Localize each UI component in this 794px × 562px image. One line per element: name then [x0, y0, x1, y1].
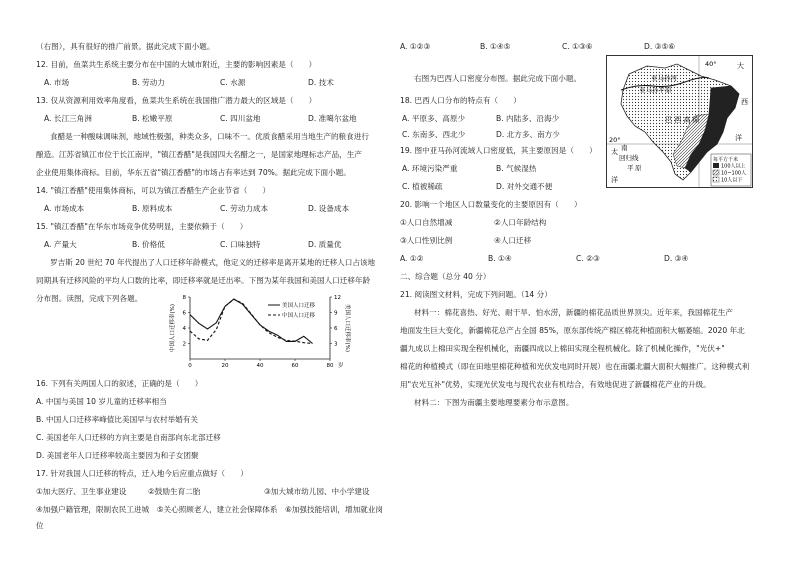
legend-item-mid: 10~100人: [721, 170, 747, 177]
map-svg: [607, 56, 752, 187]
option-d[interactable]: D. 质量优: [308, 240, 342, 249]
option-c[interactable]: C. ②③: [576, 254, 600, 263]
question-20-options: [400, 253, 752, 264]
question-16-option-c[interactable]: C. 美国老年人口迁移的方向主要是自南部向东北部迁移: [36, 433, 221, 442]
option-d[interactable]: D. ③⑤⑥: [644, 42, 676, 51]
option-d[interactable]: D. ③④: [664, 254, 689, 263]
option-d[interactable]: D. 设备成本: [308, 204, 350, 213]
question-19: 19. 图中亚马孙河流域人口密度低，其主要原因是（ ）: [400, 146, 597, 155]
question-15-options: [44, 239, 396, 250]
question-20: 20. 影响一个地区人口数量变化的主要原因有（ ）: [400, 200, 582, 209]
brazil-plateau-label: 巴 西 高 原: [665, 116, 700, 124]
option-a[interactable]: A. 平原多、高原少: [402, 114, 466, 123]
option-a[interactable]: A. 市场成本: [44, 204, 85, 213]
x-tick-label: 40: [256, 363, 264, 369]
option-c[interactable]: C. 劳动力成本: [220, 204, 269, 213]
question-14-options: [44, 203, 396, 214]
amazon-plain-label: 亚马孙平原: [639, 86, 672, 94]
material-1-line-5: 用"农光互补"优势，实现光伏发电与现代农业有机结合，有效地促进了新疆棉花产业的升级。: [400, 380, 711, 389]
question-16-option-b[interactable]: B. 中国人口迁移率峰值比美国早与农村举婚有关: [36, 415, 198, 424]
question-17-choices-row2: ④加强户籍管理，限制农民工进城 ⑤关心照顾老人，建立社会保障体系 ⑥加强技能培训，增加就业岗: [36, 505, 383, 514]
option-b[interactable]: B. ①④: [488, 254, 512, 263]
y-tick-label-left: 8: [182, 295, 186, 301]
plain-label-2: 原: [635, 164, 642, 172]
choice-2: ②人口年龄结构: [494, 218, 547, 227]
tropic-label-1: 南: [621, 144, 628, 152]
legend-item-low: 10人以下: [721, 177, 743, 184]
amazon-river-label: 亚马孙河: [651, 74, 677, 82]
y-axis-label-left: 中国人口迁移率(%): [170, 303, 176, 353]
x-axis-label: 岁: [338, 363, 344, 369]
question-18: 18. 巴西人口分布的特点有（ ）: [400, 96, 521, 105]
option-a[interactable]: A. 产量大: [44, 240, 77, 249]
y-tick-label-right: 12: [334, 295, 341, 301]
material-1-line-4: 棉花的种植模式（即在田地里棉花种植和光伏发电同时开展）也在南疆北疆大面积大幅推广。这种模式利: [400, 362, 750, 371]
option-b[interactable]: B. ①④⑤: [480, 42, 511, 51]
question-20-choices-row1: [400, 217, 588, 228]
paragraph-vinegar-2: 酿造。江苏省镇江市位于长江南岸，"镇江香醋"是我国四大名醋之一，是国家地理标志产品，生产: [36, 150, 362, 159]
option-d[interactable]: D. 对外交通不便: [496, 182, 553, 191]
question-13-options: [44, 113, 396, 124]
material-1-line-2: 地面发生巨大变化，新疆棉花总产占全国 85%，原东部传统产棉区棉花种植面积大幅萎缩。2020 年北: [400, 326, 745, 335]
x-tick-label: 0: [188, 363, 192, 369]
question-16: 16. 下列有关两国人口的叙述，正确的是（ ）: [36, 379, 203, 388]
question-17-options: [400, 41, 704, 52]
question-13: 13. 仅从资源利用效率角度看，鱼菜共生系统在我国推广潜力最大的区域是（ ）: [36, 96, 317, 105]
option-b[interactable]: B. 原料成本: [132, 204, 173, 213]
question-14: 14. "镇江香醋"使用集体商标，可以为镇江香醋生产企业节省（ ）: [36, 186, 271, 195]
option-b[interactable]: B. 松嫩平原: [132, 114, 173, 123]
option-b[interactable]: B. 价格低: [132, 240, 165, 249]
y-axis-label-right: 美国人口迁移率(%): [344, 303, 350, 353]
option-b[interactable]: B. 劳动力: [132, 78, 165, 87]
migration-age-chart: [140, 291, 360, 377]
question-17-choices-row1: [36, 486, 394, 497]
option-a[interactable]: A. 市场: [44, 78, 70, 87]
option-c[interactable]: C. ①③⑥: [562, 42, 593, 51]
question-18-options-row1: [402, 113, 590, 124]
question-12: 12. 目前，鱼菜共生系统主要分布在中国的大城市附近，主要的影响因素是（ ）: [36, 60, 317, 69]
material-1-line-1: 材料一：棉花喜热、好光、耐干旱、怕水涝，新疆的棉花品质世界顶尖。近年来，我国棉花生产: [414, 308, 733, 317]
brazil-density-map: [606, 55, 753, 188]
material-2-line: 材料二：下图为南疆主要地理要素分布示意图。: [414, 398, 574, 407]
question-15: 15. "镇江香醋"在华东市场竞争优势明显，主要依赖于（ ）: [36, 222, 248, 231]
option-d[interactable]: D. 北方多、南方少: [496, 130, 560, 139]
legend-label: 美国人口迁移: [282, 303, 316, 309]
atlantic-label-2: 西: [741, 98, 748, 106]
material-1-line-3: 疆九成以上棉田实现全程机械化，南疆四成以上棉田实现全程机械化。除了机械化操作，"光伏+": [400, 344, 725, 353]
question-12-options: [44, 77, 396, 88]
y-tick-label-right: 3: [334, 341, 338, 348]
pacific-label-1: 太: [611, 148, 618, 156]
paragraph-migration-1: 罗吉斯 20 世纪 70 年代提出了人口迁移年龄模式，他定义的迁移率是离开某地的迁移人口占该地: [50, 258, 376, 267]
tropic-label-2: 回归线: [619, 154, 639, 162]
question-20-choices-row2: [400, 235, 588, 246]
option-c[interactable]: C. 东南多、西北少: [402, 130, 466, 139]
option-c[interactable]: C. 水源: [220, 78, 246, 87]
lat-40-label: 40°: [705, 60, 717, 68]
choice-3: ③加大城市幼儿园、中小学建设: [264, 487, 370, 496]
option-c[interactable]: C. 口味独特: [220, 240, 261, 249]
choice-3: ③人口性别比例: [400, 236, 453, 245]
paragraph-migration-2: 同期具有迁移风险的平均人口数的比率，即迁移率就是迁出率。下图为某年我国和美国人口迁移年龄: [36, 276, 371, 285]
section-2-heading: 二、综合题（总分 40 分）: [400, 272, 491, 281]
legend-item-high: 100人以上: [721, 163, 746, 170]
question-19-options-row2: [402, 181, 590, 192]
paragraph-migration-3: 分布图。读图，完成下列各题。: [36, 294, 143, 303]
choice-1: ①加大医疗、卫生事业建设: [36, 487, 127, 496]
y-tick-label-left: 6: [182, 310, 186, 317]
pacific-label-2: 洋: [611, 176, 618, 184]
plain-label-1: 平: [627, 164, 634, 172]
option-b[interactable]: B. 气候湿热: [496, 164, 537, 173]
choice-4: ④人口迁移: [494, 236, 532, 245]
atlantic-label-1: 大: [737, 62, 744, 70]
paragraph-brazil-intro: 右图为巴西人口密度分布图。据此完成下面小题。: [414, 74, 582, 83]
question-16-option-d[interactable]: D. 美国老年人口迁移率较高主要因为和子女团聚: [36, 451, 199, 460]
choice-1: ①人口自然增减: [400, 218, 453, 227]
paragraph-vinegar-3: 企业使用集体商标。目前，华东五省"镇江香醋"的市场占有率达到 70%。据此完成下面小题。: [36, 168, 351, 177]
paragraph-vinegar-1: 食醋是一种酸味调味剂，地域性极强，种类众多，口味不一。优质食醋采用当地生产的粮食进行: [50, 132, 369, 141]
y-tick-label-right: 6: [334, 326, 338, 332]
question-18-options-row2: [402, 129, 590, 140]
choice-2: ②鼓励生育二胎: [148, 487, 201, 496]
y-tick-label-left: 2: [182, 341, 186, 348]
question-19-options-row1: [402, 163, 590, 174]
x-tick-label: 80: [326, 363, 334, 369]
paragraph-intro-line: （右图），具有很好的推广前景。据此完成下面小题。: [36, 42, 215, 51]
question-21: 21. 阅读图文材料，完成下列问题。（14 分）: [400, 290, 552, 299]
lat-20-label: 20°: [609, 136, 621, 144]
option-c[interactable]: C. 四川盆地: [220, 114, 261, 123]
option-b[interactable]: B. 内陆多、沿海少: [496, 114, 560, 123]
question-17: 17. 针对我国人口迁移的特点，迁入地今后应重点做好（ ）: [36, 469, 248, 478]
y-tick-label-left: 4: [182, 326, 186, 332]
map-legend: [711, 154, 751, 186]
option-d[interactable]: D. 技术: [308, 78, 334, 87]
option-a[interactable]: A. ①②: [400, 254, 424, 263]
question-17-choices-row3: 位: [36, 521, 44, 530]
x-tick-label: 20: [221, 363, 229, 369]
option-c[interactable]: C. 植被稀疏: [402, 182, 443, 191]
option-a[interactable]: A. 环境污染严重: [402, 164, 458, 173]
legend-label: 中国人口迁移: [282, 313, 316, 319]
x-tick-label: 60: [291, 363, 299, 369]
option-a[interactable]: A. 长江三角洲: [44, 114, 92, 123]
option-a[interactable]: A. ①②③: [400, 42, 431, 51]
option-d[interactable]: D. 准噶尔盆地: [308, 114, 357, 123]
legend-title: 每平方千米: [713, 157, 739, 163]
atlantic-label-3: 洋: [735, 134, 742, 142]
question-16-option-a[interactable]: A. 中国与美国 10 岁儿童的迁移率相当: [36, 397, 167, 406]
y-tick-label-right: 9: [334, 310, 338, 317]
